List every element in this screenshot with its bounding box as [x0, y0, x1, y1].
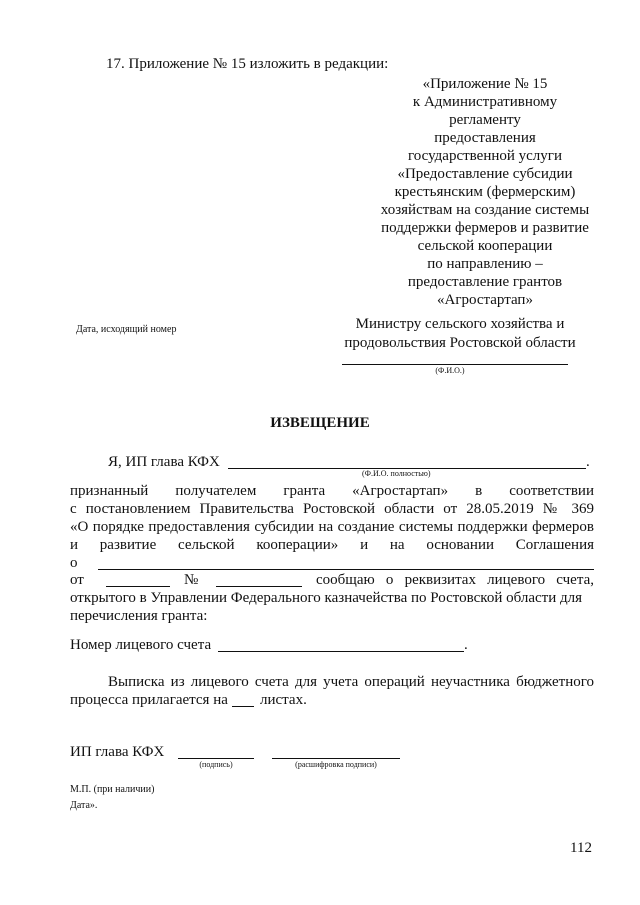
stamp-line: М.П. (при наличии) [70, 784, 155, 795]
agreement-line [98, 569, 594, 570]
appendix-line: предоставление грантов [407, 274, 563, 290]
appendix-line: поддержки фермеров и развитие [381, 220, 589, 236]
date-line: Дата». [70, 800, 98, 811]
sign-label: ИП глава КФХ [70, 744, 165, 760]
decode-line [272, 758, 400, 759]
addressee-line-2: продовольствия Ростовской области [344, 335, 576, 351]
body-line-4: «О порядке предоставления субсидии на создание системы поддержки фермеров [70, 519, 594, 535]
fio-line [342, 364, 568, 365]
extract-line-2-prefix: процесса прилагается на [70, 692, 228, 708]
page-number: 112 [570, 840, 592, 856]
signature-caption: (подпись) [199, 760, 233, 769]
appendix-line: крестьянским (фермерским) [394, 184, 576, 200]
fio-full-caption: (Ф.И.О. полностью) [362, 469, 431, 478]
appendix-header [360, 75, 610, 309]
intro-text: 17. Приложение № 15 изложить в редакции: [106, 56, 389, 72]
date-label: Дата, исходящий номер [76, 324, 177, 335]
appendix-line: хозяйствам на создание системы [380, 202, 590, 218]
addressee-line-1: Министру сельского хозяйства и [355, 316, 565, 332]
signature-line [178, 758, 254, 759]
account-label: Номер лицевого счета [70, 637, 212, 653]
body-line-5: и развитие сельской кооперации» и на основании Соглашения [70, 537, 594, 553]
appendix-line: регламенту [449, 112, 521, 128]
sheets-blank-line [232, 706, 254, 707]
body-line-7-number-sign: № [184, 572, 199, 588]
date-blank-line [106, 586, 170, 587]
appendix-line: по направлению – [427, 256, 543, 272]
document-title: ИЗВЕЩЕНИЕ [270, 415, 370, 431]
appendix-line: «Предоставление субсидии [397, 166, 573, 182]
fio-caption: (Ф.И.О.) [435, 366, 465, 375]
appendix-line: «Агростартап» [437, 292, 533, 308]
appendix-line: предоставления [434, 130, 536, 146]
body-line-8: открытого в Управлении Федерального казначейства по Ростовской области для [70, 590, 583, 606]
appendix-line: к Административному [412, 94, 558, 110]
account-blank-line [218, 651, 464, 652]
extract-line-1: Выписка из лицевого счета для учета операций неучастника бюджетного [108, 674, 594, 690]
decode-caption: (расшифровка подписи) [295, 760, 377, 769]
number-blank-line [216, 586, 302, 587]
body-line-9: перечисления гранта: [70, 608, 208, 624]
appendix-line: «Приложение № 15 [422, 76, 548, 92]
appendix-line: государственной услуги [408, 148, 562, 164]
account-suffix: . [464, 637, 468, 653]
body-line-3: с постановлением Правительства Ростовской области от 28.05.2019 № 369 [70, 501, 594, 517]
appendix-line: сельской кооперации [417, 238, 553, 254]
extract-line-2-suffix: листах. [260, 692, 307, 708]
body-line-1-suffix: . [586, 454, 590, 470]
body-line-6: о [70, 555, 78, 571]
body-line-2: признанный получателем гранта «Агростартап» в соответствии [70, 483, 594, 499]
body-line-7-rest: сообщаю о реквизитах лицевого счета, [316, 572, 594, 588]
body-line-7-from: от [70, 572, 84, 588]
body-line-1-prefix: Я, ИП глава КФХ [108, 454, 220, 470]
